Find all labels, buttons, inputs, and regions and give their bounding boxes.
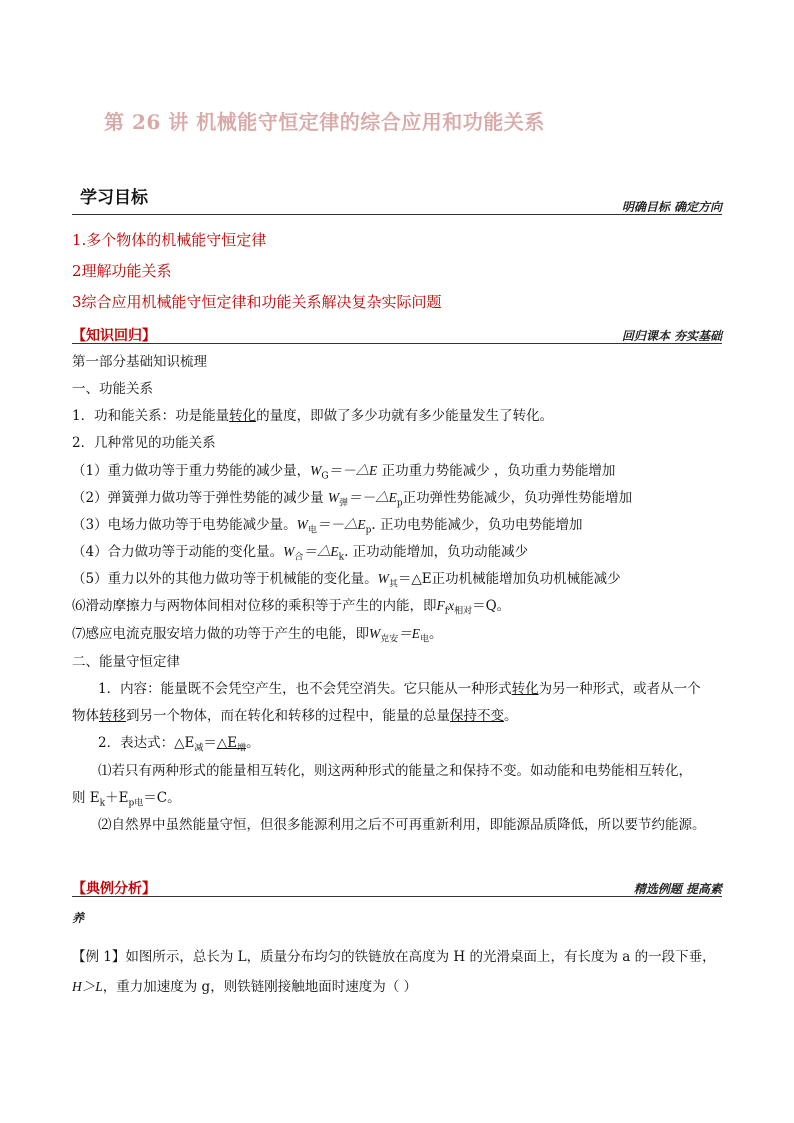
- example-1-line2: H＞L，重力加速度为 g，则铁链刚接触地面时速度为（ ）: [72, 979, 417, 995]
- example-1-line1: 【例 1】如图所示，总长为 L，质量分布均匀的铁链放在高度为 H 的光滑桌面上，有长度为 a 的一段下垂，: [72, 949, 716, 965]
- goals-heading: 学习目标: [80, 188, 148, 208]
- relation-spring: （2）弹簧弹力做功等于弹性势能的减少量 $W_弹=-\triangle E_p$正功弹性势能减少，负功弹性势能增加: [72, 490, 633, 509]
- conservation-content-line1: 1．内容：能量既不会凭空产生，也不会凭空消失。它只能从一种形式转化为另一种形式，或者从一个: [98, 681, 701, 697]
- relation-gravity: （1）重力做功等于重力势能的减少量，$W_G=-\triangle E$ 正功重力势能减少 ，负功重力势能增加: [72, 463, 616, 482]
- section1-heading: 一、功能关系: [72, 381, 153, 397]
- note-1-line1: ⑴若只有两种形式的能量相互转化，则这两种形式的能量之和保持不变。如动能和电势能相互转化，: [98, 763, 692, 779]
- goals-divider: [72, 214, 722, 215]
- goal-item-3: 3综合应用机械能守恒定律和功能关系解决复杂实际问题: [72, 293, 442, 311]
- relation-ampere: ⑺感应电流克服安培力做的功等于产生的电能，即$W_{克安}=E_电$。: [72, 626, 443, 645]
- section2-heading: 二、能量守恒定律: [72, 654, 180, 670]
- review-heading: 【知识回归】: [72, 328, 156, 344]
- examples-tag: 精选例题 提高素: [633, 882, 722, 896]
- conservation-content-line2: 物体转移到另一个物体，而在转化和转移的过程中，能量的总量保持不变。: [72, 708, 518, 724]
- note-2: ⑵自然界中虽然能量守恒，但很多能源利用之后不可再重新利用，即能源品质降低，所以要节约能源。: [98, 817, 706, 833]
- page-title: 第 26 讲 机械能守恒定律的综合应用和功能关系: [104, 110, 545, 134]
- goal-item-2: 2理解功能关系: [72, 262, 172, 280]
- conservation-expression: 2．表达式：$\triangle E_减=\triangle E_增$。: [98, 735, 260, 754]
- common-relations-heading: 2．几种常见的功能关系: [72, 435, 216, 451]
- examples-divider: [72, 896, 722, 897]
- relation-net-force: （4）合力做功等于动能的变化量。$W_合=\triangle E_k$. 正功动能增加，负功动能减少: [72, 544, 529, 563]
- relation-friction: ⑹滑动摩擦力与两物体间相对位移的乘积等于产生的内能，即$F_fx_{相对}=Q$。: [72, 598, 511, 617]
- relation-electric: （3）电场力做功等于电势能减少量。$W_电=-\triangle E_p$. 正功电势能减少，负功电势能增加: [72, 517, 583, 536]
- goals-tag: 明确目标 确定方向: [621, 200, 722, 214]
- review-tag: 回归课本 夯实基础: [621, 329, 722, 343]
- goal-item-1: 1.多个物体的机械能守恒定律: [72, 231, 267, 249]
- note-1-line2: 则 $E_k+E_{p电}=C$。: [72, 790, 181, 809]
- review-divider: [72, 343, 722, 344]
- part1-heading: 第一部分基础知识梳理: [72, 354, 207, 370]
- work-energy-relation: 1．功和能关系：功是能量转化的量度，即做了多少功就有多少能量发生了转化。: [72, 408, 554, 424]
- relation-other-forces: （5）重力以外的其他力做功等于机械能的变化量。$W_其=\triangle E$正功机械能增加负功机械能减少: [72, 571, 621, 590]
- examples-heading: 【典例分析】: [72, 881, 156, 897]
- examples-tag-wrap: 养: [72, 911, 85, 925]
